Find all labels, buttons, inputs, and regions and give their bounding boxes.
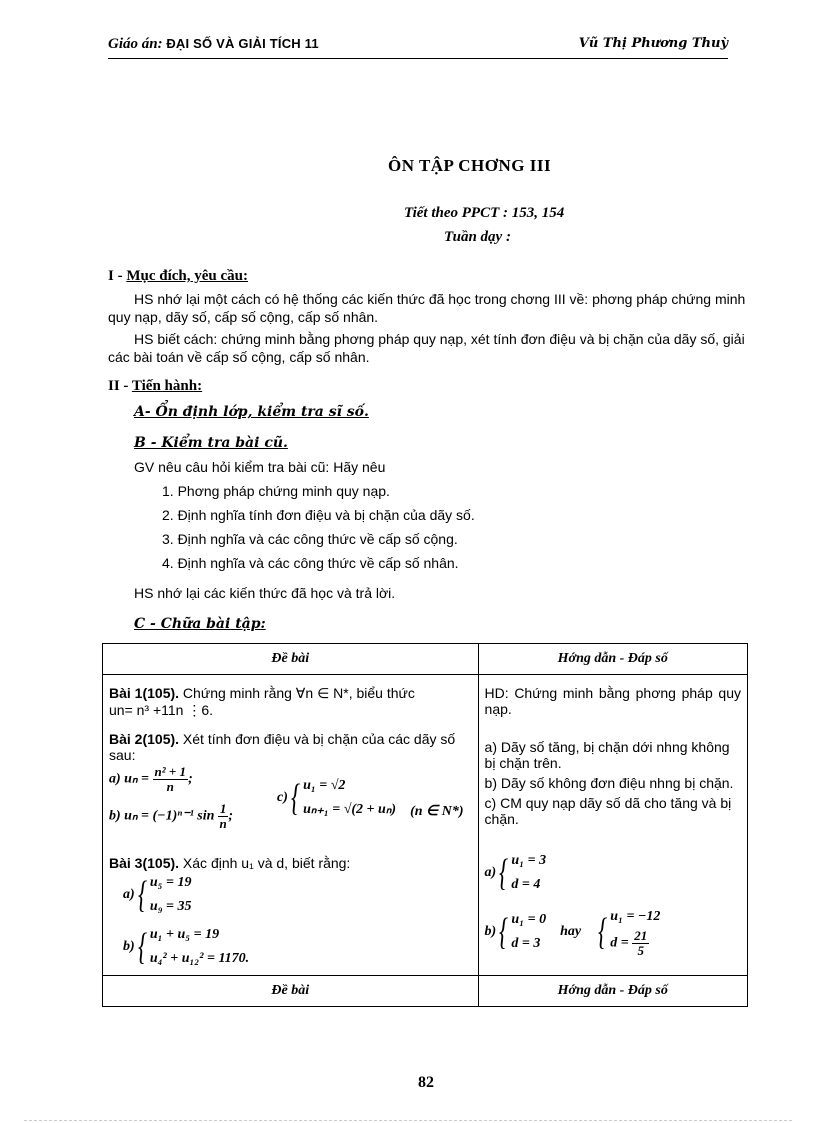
bai1-hint: HD: Chứng minh bằng phơng pháp quy nạp.	[484, 685, 741, 717]
bai2-a-label: a) uₙ =	[109, 771, 150, 787]
table-footer-row	[103, 976, 748, 1007]
bai3-a-label: a)	[123, 887, 135, 902]
fraction	[153, 765, 189, 794]
fraction	[632, 929, 649, 958]
column-header-solution: Hớng dẫn - Đáp số	[478, 644, 747, 675]
footer-header-problem: Đề bài	[103, 976, 479, 1007]
equation-line: u₅ = 19	[149, 875, 192, 890]
d-label: d =	[610, 935, 629, 951]
header-divider	[108, 58, 728, 59]
gv-question: GV nêu câu hỏi kiểm tra bài cũ: Hãy nêu	[134, 459, 386, 475]
subsection-b: B - Kiểm tra bài cũ.	[134, 435, 288, 451]
page-bottom-divider	[24, 1120, 792, 1121]
week-info: Tuần dạy :	[444, 229, 511, 245]
section-1-number: I -	[108, 268, 127, 284]
answer-a-label: a)	[484, 865, 497, 880]
left-brace-icon: {	[598, 910, 608, 953]
header-author: Vũ Thị Phương Thuỳ	[578, 36, 728, 51]
or-word: hay	[560, 923, 582, 939]
bai3-a	[123, 871, 472, 919]
equation-line: d = 3	[511, 935, 541, 951]
list-item: 4. Định nghĩa và các công thức về cấp số nhân.	[162, 555, 459, 571]
header-prefix: Giáo án:	[108, 36, 163, 52]
bai2-a: a) uₙ = $\frac{\text{n² + 1}}{n}$ ;	[109, 764, 193, 794]
bai3-text: Xác định u₁ và d, biết rằng:	[179, 855, 351, 871]
fraction-numerator: 21	[634, 928, 648, 943]
bai3-b	[123, 923, 472, 971]
bai2-label: Bài 2(105).	[109, 731, 180, 747]
bai1-text: Chứng minh rằng ∀n ∈ N*, biểu thức	[179, 685, 415, 701]
equation-line: uₙ₊₁ = √(2 + uₙ)	[303, 802, 397, 817]
bai3-answer-a	[485, 849, 741, 897]
fraction-denominator: 5	[637, 943, 645, 958]
bai3-label: Bài 3(105).	[109, 855, 180, 871]
list-item: 1. Phơng pháp chứng minh quy nạp.	[162, 483, 390, 499]
table-header-row	[103, 644, 748, 675]
equation-system	[511, 908, 546, 956]
footer-header-solution: Hớng dẫn - Đáp số	[478, 976, 747, 1007]
section-2-title: Tiến hành:	[131, 378, 203, 394]
page-number: 82	[418, 1074, 434, 1091]
section-1-title: Mục đích, yêu cầu:	[126, 268, 249, 284]
list-item: 3. Định nghĩa và các công thức về cấp số cộng.	[162, 531, 458, 547]
bai2-hint-b: b) Dãy số không đơn điệu nhng bị chặn.	[484, 775, 734, 791]
bai3	[109, 855, 472, 871]
header-left	[108, 36, 319, 53]
section-1-paragraph-2: HS biết cách: chứng minh bằng phơng pháp quy nạp, xét tính đơn điệu và bị chặn của dãy số, giải các bài toán về cấp số cộng, cấp số nhân.	[108, 331, 745, 365]
bai3-b-label: b)	[123, 939, 135, 954]
table-row	[103, 675, 748, 976]
bai3-answer-b	[485, 905, 741, 958]
bai1-label: Bài 1(105).	[109, 685, 180, 701]
left-brace-icon: {	[137, 926, 147, 968]
period-info: Tiết theo PPCT : 153, 154	[404, 205, 565, 221]
header-subject: ĐẠI SỐ VÀ GIẢI TÍCH 11	[166, 36, 319, 51]
bai2-hint-c: c) CM quy nạp dãy số dã cho tăng và bị chặn.	[484, 795, 732, 827]
section-1-heading	[108, 268, 248, 285]
fraction-numerator: 1	[219, 801, 227, 816]
equation-line	[610, 929, 660, 958]
section-1-paragraph-1: HS nhớ lại một cách có hệ thống các kiến thức đã học trong chơng III về: phơng pháp chứng minh quy nạp, dãy số, cấp số cộng, cấp số nhân.	[108, 291, 746, 325]
equation-system	[303, 774, 396, 822]
equation-system	[511, 849, 546, 897]
section-2-heading	[108, 378, 202, 395]
left-brace-icon: {	[137, 874, 147, 916]
list-item: 2. Định nghĩa tính đơn điệu và bị chặn của dãy số.	[162, 507, 475, 523]
bai2	[109, 731, 472, 763]
column-header-problem: Đề bài	[103, 644, 479, 675]
bai1	[109, 685, 472, 719]
bai2-c	[277, 774, 463, 822]
subsection-a: A- Ổn định lớp, kiểm tra sĩ số.	[134, 404, 369, 420]
bai2-hint-a: a) Dãy số tăng, bị chặn dới nhng không bị chặn trên.	[484, 739, 730, 771]
subsection-c: C - Chữa bài tập:	[134, 616, 266, 632]
bai2-b: b) uₙ = (−1)ⁿ⁻¹ sin $\frac{1}{n}$ ;	[109, 801, 234, 831]
left-brace-icon: {	[499, 910, 509, 953]
hs-answer: HS nhớ lại các kiến thức đã học và trả lời.	[134, 585, 396, 601]
answer-b-label: b)	[484, 923, 497, 939]
equation-line: u₁ = √2	[303, 778, 346, 793]
fraction-denominator: n	[166, 779, 174, 794]
left-brace-icon: {	[290, 777, 301, 819]
page-title: ÔN TẬP CHƠNG III	[388, 156, 552, 175]
bai2-formulas	[109, 765, 472, 831]
bai2-c-label: c)	[277, 790, 288, 805]
equation-line: d = 4	[511, 877, 541, 892]
section-2-number: II -	[108, 378, 132, 394]
equation-line: u₄² + u₁₂² = 1170.	[149, 951, 250, 966]
equation-system	[610, 905, 660, 958]
fraction-numerator: n² + 1	[154, 764, 187, 779]
domain-note: (n ∈ N*)	[410, 804, 464, 819]
equation-system	[150, 923, 249, 971]
equation-line: u₁ = 0	[511, 911, 547, 927]
equation-line: u₉ = 35	[149, 899, 192, 914]
fraction	[218, 802, 229, 831]
fraction-denominator: n	[219, 816, 227, 831]
equation-line: u₁ = 3	[511, 853, 547, 868]
left-brace-icon: {	[499, 852, 509, 894]
equation-line: u₁ + u₅ = 19	[149, 927, 220, 942]
solutions-cell	[478, 675, 747, 976]
equation-line: u₁ = −12	[610, 909, 661, 924]
problems-cell	[103, 675, 479, 976]
bai2-b-label: b) uₙ = (−1)ⁿ⁻¹ sin	[109, 808, 215, 824]
bai1-expression: un= n³ +11n ⋮6.	[109, 702, 214, 718]
equation-system	[150, 871, 192, 919]
exercise-table	[102, 643, 748, 1007]
bai2-text: Xét tính đơn điệu và bị chặn của các dãy số sau:	[109, 731, 456, 763]
